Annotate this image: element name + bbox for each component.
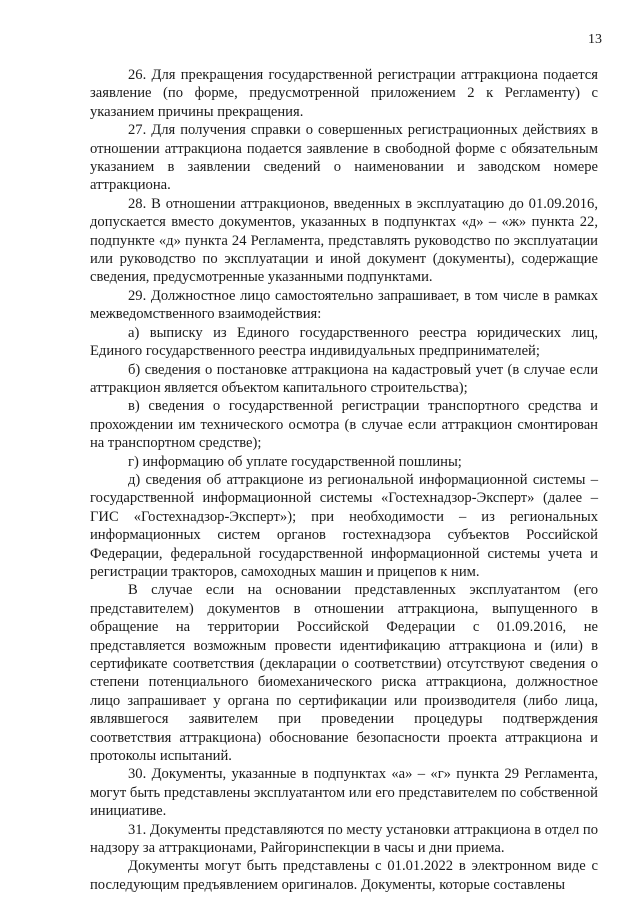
paragraph-30: 30. Документы, указанные в подпунктах «а» – «г» пункта 29 Регламента, могут быть представлены эксплуатантом или его представителем по собственной инициативе. bbox=[90, 766, 598, 820]
paragraph-29-b: б) сведения о постановке аттракциона на кадастровый учет (в случае если аттракцион является объектом капитального строительства); bbox=[90, 361, 598, 396]
paragraph-29: 29. Должностное лицо самостоятельно запрашивает, в том числе в рамках межведомственного взаимодействия: bbox=[90, 287, 598, 323]
paragraph-31: 31. Документы представляются по месту установки аттракциона в отдел по надзору за аттракционами, Райгоринспекции в часы и дни приема. bbox=[90, 821, 598, 857]
paragraph-29-g: г) информацию об уплате государственной пошлины; bbox=[128, 453, 462, 470]
document-body bbox=[90, 66, 598, 894]
paragraph-29-a: а) выписку из Единого государственного реестра юридических лиц, Единого государственного реестра индивидуальных предпринимателей; bbox=[90, 324, 598, 360]
paragraph-26: 26. Для прекращения государственной регистрации аттракциона подается заявление (по форме, предусмотренной приложением 2 к Регламенту) с указанием причины прекращения. bbox=[90, 67, 598, 120]
paragraph-28: 28. В отношении аттракционов, введенных в эксплуатацию до 01.09.2016, допускается вместо документов, указанных в подпунктах «д» – «ж» пункта 22, подпункте «д» пункта 24 Регламента, представлять руководство по эксплуатации или руководство по эксплуатации и иной документ (документы), содержащие сведения, предусмотренные указанными подпунктами. bbox=[90, 195, 598, 286]
paragraph-29-v: в) сведения о государственной регистрации транспортного средства и прохождении им технического осмотра (в случае если аттракцион смонтирован на транспортном средстве); bbox=[90, 398, 598, 452]
paragraph-29-d: д) сведения об аттракционе из региональной информационной системы – государственной информационной системы «Гостехнадзор-Эксперт» (далее – ГИС «Гостехнадзор-Эксперт»); при необходимости – из региональных информационных систем органов гостехнадзора субъектов Российской Федерации, федеральной государственной информационной системы учета и регистрации тракторов, самоходных машин и прицепов к ним. bbox=[90, 471, 598, 580]
page-number: 13 bbox=[588, 32, 602, 47]
paragraph-31-continued: Документы могут быть представлены с 01.01.2022 в электронном виде с последующим предъявлением оригиналов. Документы, которые составлены bbox=[90, 858, 598, 893]
paragraph-27: 27. Для получения справки о совершенных регистрационных действиях в отношении аттракциона подается заявление в свободной форме с обязательным указанием в заявлении сведений о наименовании и заводском номере аттракциона. bbox=[90, 122, 598, 194]
paragraph-29-note: В случае если на основании представленных эксплуатантом (его представителем) документов в отношении аттракциона, выпущенного в обращение на территории Российской Федерации с 01.09.2016, не представляется возможным провести идентификацию аттракциона и (или) в сертификате соответствия (декларации о соответствии) отсутствуют сведения о степени потенциального биомеханического риска аттракциона, должностное лицо запрашивает у органа по сертификации или производителя (либо лица, являвшегося заявителем при проведении процедуры подтверждения соответствия аттракциона) обоснование безопасности проекта аттракциона и протоколы испытаний. bbox=[90, 582, 598, 765]
